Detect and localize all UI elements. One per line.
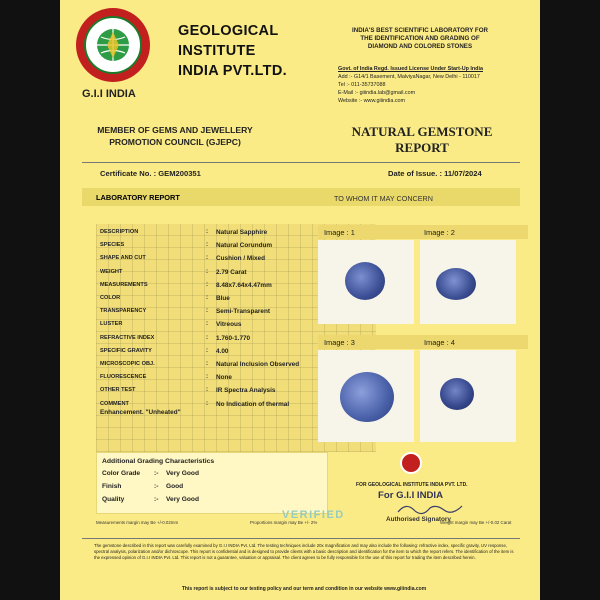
tagline-line2: THE IDENTIFICATION AND GRADING OF [360, 35, 480, 42]
image-label-3: Image : 3 [324, 338, 355, 347]
grading-label: Quality [102, 496, 125, 503]
property-colon: : [206, 387, 208, 394]
property-colon: : [206, 321, 208, 328]
grading-sep: :- [154, 496, 159, 503]
image-label-4: Image : 4 [424, 338, 455, 347]
property-value: None [216, 374, 232, 382]
proportion-note: Proportions margin may Be +/- 2% [250, 520, 318, 525]
footer-policy: This report is subject to our testing policy and our term and condition in our website www.giiindia.com [181, 586, 427, 592]
lab-report-label: LABORATORY REPORT [96, 193, 180, 202]
property-label: COLOR [100, 295, 121, 301]
property-value: No Indication of thermal [216, 400, 290, 408]
issue-date: Date of Issue. : 11/07/2024 [388, 169, 482, 178]
gem-photo-3 [318, 350, 414, 442]
property-label: DESCRIPTION [100, 229, 139, 235]
property-label: MEASUREMENTS [100, 281, 148, 288]
property-label: WEIGHT [100, 268, 123, 275]
property-colon: : [206, 361, 208, 367]
property-label: SPECIFIC GRAVITY [100, 347, 152, 354]
gem-photo-1 [318, 240, 414, 324]
tagline-line1: INDIA'S BEST SCIENTIFIC LABORATORY FOR [352, 27, 488, 34]
to-whom-label: TO WHOM IT MAY CONCERN [334, 194, 433, 203]
certificate-number: Certificate No. : GEM200351 [100, 169, 201, 178]
property-colon: : [206, 268, 208, 275]
grading-sep: :- [154, 483, 159, 490]
property-label: REFRACTIVE INDEX [100, 334, 155, 341]
weight-note: Weight margin may Be +/-0.02 Carat [440, 520, 512, 525]
council-line2: PROMOTION COUNCIL (GJEPC) [109, 137, 241, 147]
address: Add :- G14/1 Basement, MalviyaNagar, New Delhi - 110017 [338, 74, 480, 80]
property-label: LUSTER [100, 321, 123, 328]
property-colon: : [206, 334, 208, 341]
institute-title-line1: GEOLOGICAL [178, 23, 279, 39]
property-colon: : [206, 255, 208, 262]
property-value: IR Spectra Analysis [216, 387, 276, 395]
footer-disclaimer: The gemstone described in this report was carefully examined by G.I.I INDIA Pvt. Ltd. The testing techniques include 20x magnification and may also include the following: refractive index, specific gravity, UV response, spectral analysis, polarization and/or dichroscope. This report is confidential and is designed to provide clients with a basic description and identification for the item to which the report refers. The identification of the item is the expressed opinion of G.I.I INDIA Pvt. Ltd. This report is not a guarantee, valuation or appraisal. The client agrees to be fully responsible for the use of this report for trading the item described herein. [94, 543, 514, 561]
signature-for-line: FOR GEOLOGICAL INSTITUTE INDIA PVT. LTD. [356, 482, 468, 488]
property-colon: : [206, 242, 208, 249]
institute-title-line3: INDIA PVT.LTD. [178, 63, 287, 79]
institute-title-line2: INSTITUTE [178, 43, 256, 59]
property-label: OTHER TEST [100, 387, 136, 394]
property-colon: : [206, 281, 208, 288]
institute-seal-icon [400, 452, 422, 474]
property-value: Cushion / Mixed [216, 255, 265, 263]
property-value: Natural Sapphire [216, 229, 268, 236]
property-colon: : [206, 374, 208, 381]
divider [82, 162, 520, 163]
property-label: TRANSPARENCY [100, 308, 147, 315]
grading-value: Good [166, 483, 184, 490]
property-label: FLUORESCENCE [100, 374, 147, 381]
property-label: COMMENT [100, 400, 129, 407]
report-title-line2: REPORT [395, 140, 449, 155]
gem-photo-4 [420, 350, 516, 442]
tagline-line3: DIAMOND AND COLORED STONES [367, 43, 473, 50]
image-label-1: Image : 1 [324, 228, 355, 237]
grading-value: Very Good [166, 496, 199, 503]
property-label: SHAPE AND CUT [100, 255, 146, 262]
property-value: Vitreous [216, 321, 242, 329]
certificate-page [60, 0, 540, 600]
property-value: 4.00 [216, 347, 229, 355]
property-colon: : [206, 347, 208, 354]
property-value: 2.79 Carat [216, 268, 247, 276]
grading-value: Very Good [166, 470, 199, 477]
verified-stamp: VERIFIED [282, 509, 345, 521]
grading-sep: :- [154, 470, 159, 477]
globe-icon [84, 16, 142, 74]
phone: Tel :- 011-35737088 [338, 82, 386, 88]
report-title-line1: NATURAL GEMSTONE [351, 124, 493, 139]
property-label: SPECIES [100, 242, 125, 249]
property-value: Natural Inclusion Observed [216, 361, 300, 368]
email: E-Mail :- giiindia.lab@gmail.com [338, 90, 416, 96]
property-label: MICROSCOPIC OBJ. [100, 361, 155, 367]
property-value: 1.760-1.770 [216, 334, 251, 342]
footer-divider [82, 538, 520, 539]
govt-license: Govt. of India Regd. Issued License Under Start-Up India [338, 66, 483, 72]
property-colon: : [206, 308, 208, 315]
measurement-note: Measurements margin may Be +/-0.02mm [96, 520, 179, 525]
property-colon: : [206, 229, 208, 235]
gem-photo-2 [420, 240, 516, 324]
property-colon: : [206, 295, 208, 301]
image-label-2: Image : 2 [424, 228, 455, 237]
grading-title: Additional Grading Characteristics [102, 458, 215, 465]
comment-continuation: Enhancement. "Unheated" [100, 409, 181, 416]
council-line1: MEMBER OF GEMS AND JEWELLERY [97, 125, 253, 135]
authorised-signatory: Authorised Signatory [386, 516, 451, 523]
property-value: Blue [216, 295, 230, 302]
website: Website :- www.giiindia.com [338, 98, 406, 104]
property-value: 8.48x7.64x4.47mm [216, 281, 272, 289]
logo-caption: G.I.I INDIA [82, 88, 136, 100]
signature-icon [396, 500, 466, 516]
grading-label: Finish [102, 483, 122, 490]
property-value: Semi-Transparent [216, 308, 270, 316]
grading-label: Color Grade [102, 470, 141, 477]
property-colon: : [206, 400, 208, 407]
signature-for-gii: For G.I.I INDIA [378, 490, 444, 501]
property-value: Natural Corundum [216, 242, 273, 250]
